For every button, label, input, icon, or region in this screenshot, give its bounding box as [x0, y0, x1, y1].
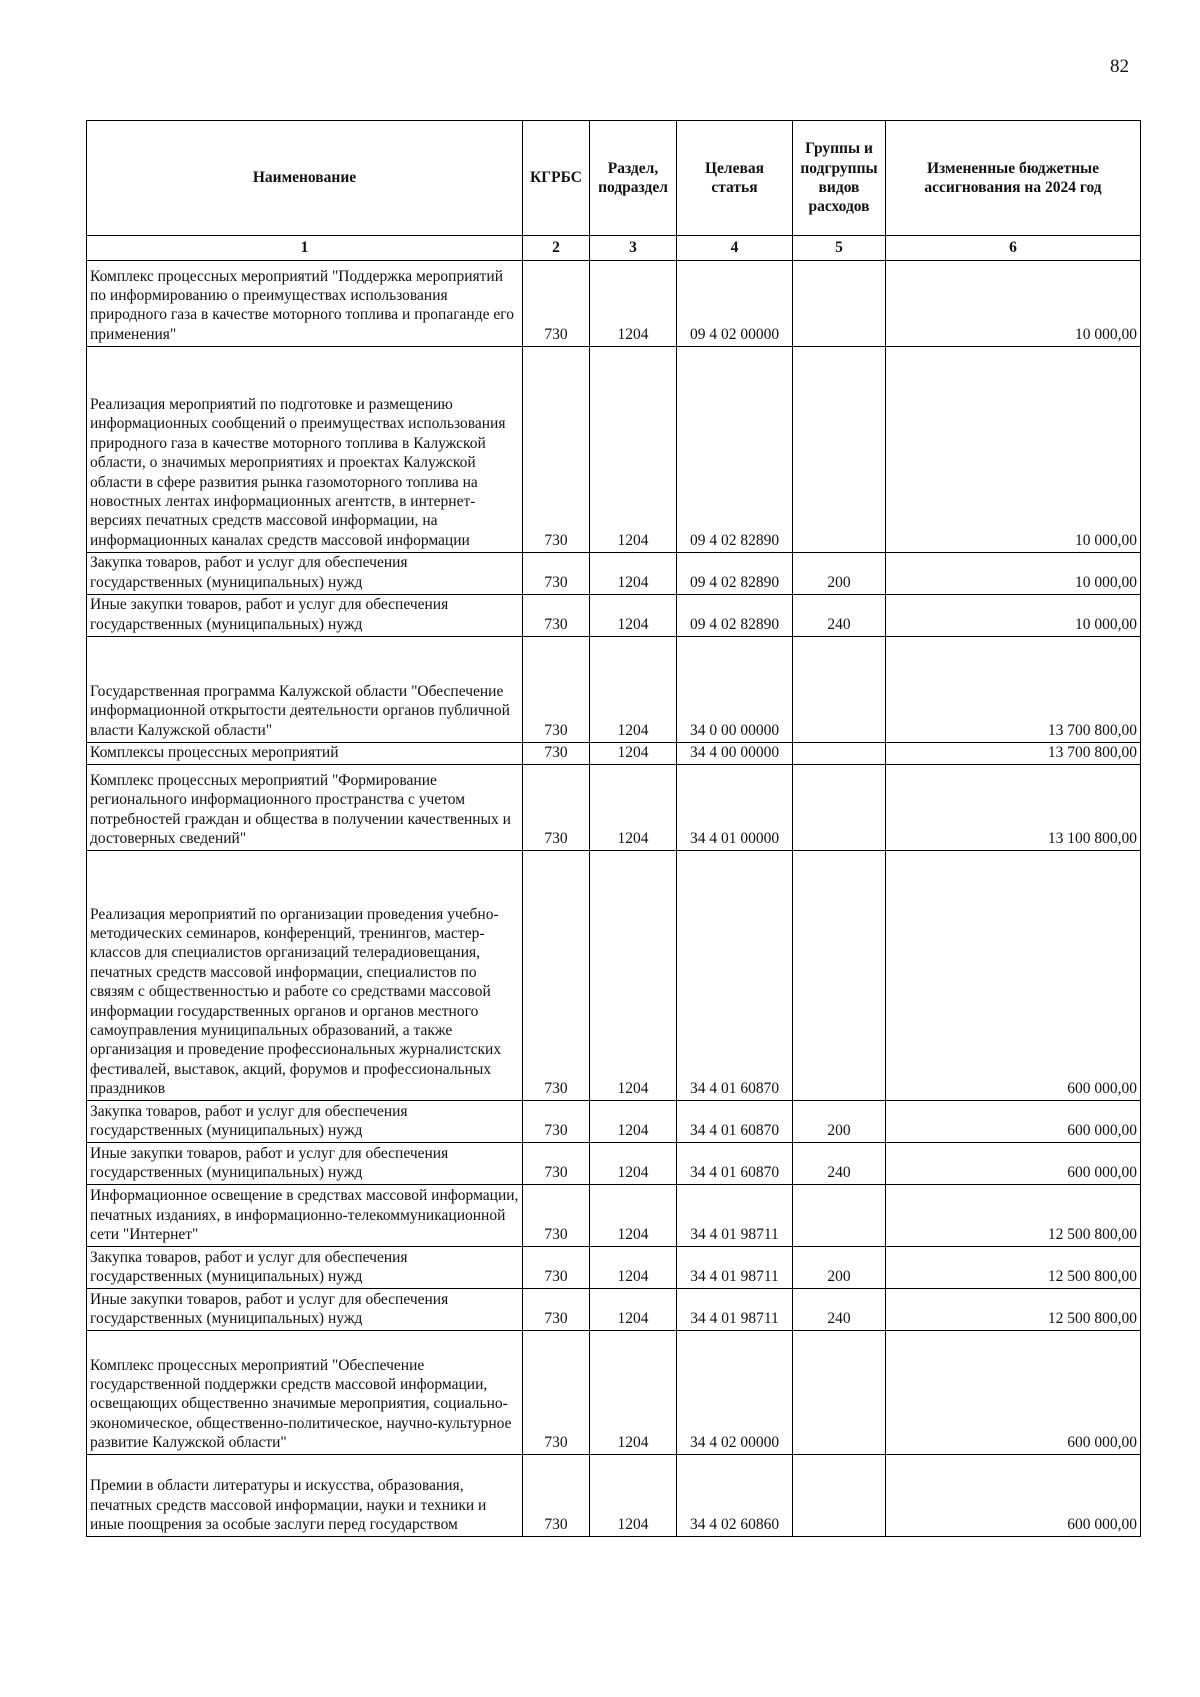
table-cell-amount: 10 000,00: [886, 261, 1141, 347]
table-cell-group: 200: [793, 553, 886, 595]
table-cell-section: 1204: [590, 347, 677, 553]
table-row: [87, 595, 1141, 637]
table-cell-amount: 12 500 800,00: [886, 1247, 1141, 1289]
budget-table: [86, 120, 1141, 1537]
header-target: Целевая статья: [677, 121, 793, 236]
table-cell-section: 1204: [590, 1455, 677, 1537]
table-cell-kgrbs: 730: [523, 347, 590, 553]
page-number: 82: [1110, 56, 1129, 77]
table-cell-amount: 10 000,00: [886, 595, 1141, 637]
table-cell-kgrbs: 730: [523, 851, 590, 1101]
table-cell-kgrbs: 730: [523, 637, 590, 743]
table-cell-section: 1204: [590, 1101, 677, 1143]
table-cell-target: 34 4 01 98711: [677, 1289, 793, 1331]
table-cell-amount: 600 000,00: [886, 1143, 1141, 1185]
table-cell-name: Комплекс процессных мероприятий "Формирование регионального информационного пространства с учетом потребностей граждан и общества в получении качественных и достоверных сведений": [87, 765, 523, 851]
table-cell-target: 09 4 02 82890: [677, 347, 793, 553]
table-cell-name: Иные закупки товаров, работ и услуг для обеспечения государственных (муниципальных) нужд: [87, 1143, 523, 1185]
column-number: 6: [886, 236, 1141, 261]
table-row: [87, 851, 1141, 1101]
table-cell-kgrbs: 730: [523, 1331, 590, 1455]
table-cell-target: 34 4 02 60860: [677, 1455, 793, 1537]
table-row: [87, 553, 1141, 595]
table-cell-target: 34 4 01 98711: [677, 1247, 793, 1289]
table-cell-name: Реализация мероприятий по подготовке и размещению информационных сообщений о преимуществах использования природного газа в качестве моторного топлива в Калужской области, о значимых мероприятиях и проектах Калужской области в сфере развития рынка газомоторного топлива на новостных лентах информационных агентств, в интернет-версиях печатных средств массовой информации, на информационных каналах средств массовой информации: [87, 347, 523, 553]
table-cell-group: 240: [793, 1143, 886, 1185]
column-number: 5: [793, 236, 886, 261]
table-cell-amount: 600 000,00: [886, 1101, 1141, 1143]
table-cell-name: Государственная программа Калужской области "Обеспечение информационной открытости деятельности органов публичной власти Калужской области": [87, 637, 523, 743]
table-cell-kgrbs: 730: [523, 743, 590, 765]
table-cell-amount: 600 000,00: [886, 851, 1141, 1101]
table-cell-group: [793, 1185, 886, 1247]
table-row: [87, 743, 1141, 765]
table-cell-target: 34 4 01 60870: [677, 851, 793, 1101]
table-cell-amount: 10 000,00: [886, 553, 1141, 595]
table-row: [87, 1247, 1141, 1289]
table-cell-target: 09 4 02 82890: [677, 595, 793, 637]
table-cell-group: 240: [793, 595, 886, 637]
table-row: [87, 1101, 1141, 1143]
table-row: [87, 261, 1141, 347]
table-cell-target: 34 4 01 98711: [677, 1185, 793, 1247]
header-groups: Группы и подгруппы видов расходов: [793, 121, 886, 236]
table-row: [87, 347, 1141, 553]
table-row: [87, 1289, 1141, 1331]
table-cell-group: 200: [793, 1247, 886, 1289]
header-name: Наименование: [87, 121, 523, 236]
table-cell-kgrbs: 730: [523, 765, 590, 851]
column-number: 1: [87, 236, 523, 261]
table-row: [87, 1143, 1141, 1185]
column-number: 2: [523, 236, 590, 261]
table-cell-group: 200: [793, 1101, 886, 1143]
table-cell-group: [793, 261, 886, 347]
table-cell-kgrbs: 730: [523, 1101, 590, 1143]
table-cell-amount: 13 100 800,00: [886, 765, 1141, 851]
table-cell-section: 1204: [590, 261, 677, 347]
table-cell-section: 1204: [590, 1143, 677, 1185]
header-kgrbs: КГРБС: [523, 121, 590, 236]
table-cell-name: Комплекс процессных мероприятий "Поддержка мероприятий по информированию о преимуществах использования природного газа в качестве моторного топлива и пропаганде его применения": [87, 261, 523, 347]
table-cell-amount: 600 000,00: [886, 1331, 1141, 1455]
table-cell-name: Закупка товаров, работ и услуг для обеспечения государственных (муниципальных) нужд: [87, 1101, 523, 1143]
table-cell-target: 34 4 01 00000: [677, 765, 793, 851]
table-cell-target: 09 4 02 82890: [677, 553, 793, 595]
table-cell-name: Премии в области литературы и искусства, образования, печатных средств массовой информации, науки и техники и иные поощрения за особые заслуги перед государством: [87, 1455, 523, 1537]
table-cell-group: [793, 851, 886, 1101]
table-cell-group: [793, 637, 886, 743]
header-amount: Измененные бюджетные ассигнования на 2024 год: [886, 121, 1141, 236]
table-cell-kgrbs: 730: [523, 1247, 590, 1289]
table-cell-target: 34 4 01 60870: [677, 1101, 793, 1143]
table-cell-amount: 13 700 800,00: [886, 637, 1141, 743]
table-cell-kgrbs: 730: [523, 1455, 590, 1537]
table-cell-name: Закупка товаров, работ и услуг для обеспечения государственных (муниципальных) нужд: [87, 553, 523, 595]
table-cell-target: 34 4 01 60870: [677, 1143, 793, 1185]
table-cell-section: 1204: [590, 553, 677, 595]
table-cell-kgrbs: 730: [523, 1143, 590, 1185]
table-cell-name: Иные закупки товаров, работ и услуг для обеспечения государственных (муниципальных) нужд: [87, 1289, 523, 1331]
table-cell-section: 1204: [590, 637, 677, 743]
table-cell-amount: 12 500 800,00: [886, 1289, 1141, 1331]
table-cell-section: 1204: [590, 743, 677, 765]
table-cell-amount: 10 000,00: [886, 347, 1141, 553]
table-cell-kgrbs: 730: [523, 261, 590, 347]
table-cell-group: [793, 347, 886, 553]
table-cell-kgrbs: 730: [523, 1185, 590, 1247]
table-cell-section: 1204: [590, 765, 677, 851]
table-cell-section: 1204: [590, 851, 677, 1101]
table-cell-target: 09 4 02 00000: [677, 261, 793, 347]
table-cell-section: 1204: [590, 1331, 677, 1455]
table-cell-section: 1204: [590, 1185, 677, 1247]
table-cell-name: Иные закупки товаров, работ и услуг для обеспечения государственных (муниципальных) нужд: [87, 595, 523, 637]
table-cell-name: Комплекс процессных мероприятий "Обеспечение государственной поддержки средств массовой информации, освещающих общественно значимые мероприятия, социально-экономическое, общественно-политическое, научно-культурное развитие Калужской области": [87, 1331, 523, 1455]
header-section: Раздел, подраздел: [590, 121, 677, 236]
table-cell-group: [793, 1331, 886, 1455]
table-cell-target: 34 4 02 00000: [677, 1331, 793, 1455]
table-cell-target: 34 0 00 00000: [677, 637, 793, 743]
table-cell-group: [793, 765, 886, 851]
table-cell-section: 1204: [590, 1289, 677, 1331]
column-number: 4: [677, 236, 793, 261]
table-cell-name: Закупка товаров, работ и услуг для обеспечения государственных (муниципальных) нужд: [87, 1247, 523, 1289]
table-cell-amount: 13 700 800,00: [886, 743, 1141, 765]
table-body: [87, 261, 1141, 1537]
table-cell-kgrbs: 730: [523, 553, 590, 595]
table-cell-section: 1204: [590, 595, 677, 637]
table-cell-section: 1204: [590, 1247, 677, 1289]
table-cell-name: Реализация мероприятий по организации проведения учебно-методических семинаров, конференций, тренингов, мастер-классов для специалистов организаций телерадиовещания, печатных средств массовой информации, специалистов по связям с общественностью и работе со средствами массовой информации государственных органов и органов местного самоуправления муниципальных образований, а также организация и проведение профессиональных журналистских фестивалей, выставок, акций, форумов и профессиональных праздников: [87, 851, 523, 1101]
table-row: [87, 1185, 1141, 1247]
table-cell-target: 34 4 00 00000: [677, 743, 793, 765]
column-number: 3: [590, 236, 677, 261]
table-cell-group: [793, 743, 886, 765]
table-row: [87, 637, 1141, 743]
table-cell-amount: 12 500 800,00: [886, 1185, 1141, 1247]
table-cell-name: Комплексы процессных мероприятий: [87, 743, 523, 765]
table-cell-kgrbs: 730: [523, 595, 590, 637]
table-cell-group: [793, 1455, 886, 1537]
table-cell-amount: 600 000,00: [886, 1455, 1141, 1537]
table-cell-group: 240: [793, 1289, 886, 1331]
table-row: [87, 1331, 1141, 1455]
table-row: [87, 765, 1141, 851]
table-cell-name: Информационное освещение в средствах массовой информации, печатных изданиях, в информационно-телекоммуникационной сети "Интернет": [87, 1185, 523, 1247]
table-row: [87, 1455, 1141, 1537]
table-cell-kgrbs: 730: [523, 1289, 590, 1331]
